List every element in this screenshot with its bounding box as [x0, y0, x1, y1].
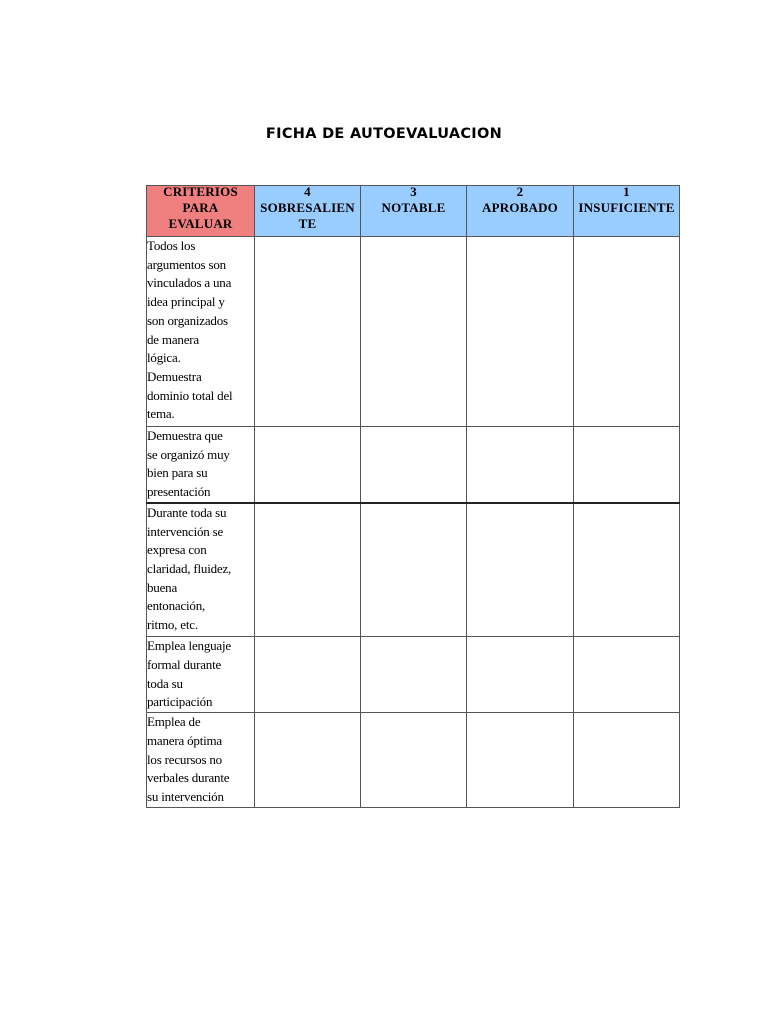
rating-cell-4[interactable] [255, 237, 361, 427]
rating-cell-1[interactable] [574, 237, 680, 427]
criterion-line: argumentos son [147, 256, 226, 272]
criterion-line: toda su [147, 675, 183, 691]
rating-cell-2[interactable] [467, 237, 574, 427]
header-level-4 [255, 186, 361, 237]
rating-cell-4[interactable] [255, 713, 361, 808]
criterion-line: entonación, [147, 598, 206, 614]
criterion-line: formal durante [147, 657, 222, 673]
header-line: PARA [182, 200, 219, 215]
criterion-line: Demuestra que [147, 428, 223, 443]
table-row [147, 503, 680, 637]
rating-cell-3[interactable] [361, 637, 467, 713]
self-evaluation-table [146, 185, 680, 808]
rating-cell-1[interactable] [574, 427, 680, 503]
criterion-line: manera óptima [147, 733, 223, 749]
header-line: TE [298, 216, 317, 231]
criterion-line: buena [147, 579, 178, 595]
criterion-cell [147, 237, 255, 427]
header-line: NOTABLE [381, 200, 446, 215]
rating-cell-4[interactable] [255, 637, 361, 713]
criterion-line: tema. [147, 406, 175, 422]
criterion-cell [147, 637, 255, 713]
criterion-line: Todos los [147, 238, 196, 253]
criterion-cell [147, 427, 255, 503]
criterion-line: ritmo, etc. [147, 617, 198, 633]
criterion-line: vinculados a una [147, 275, 232, 291]
rating-cell-1[interactable] [574, 503, 680, 637]
document-title: FICHA DE AUTOEVALUACION [265, 126, 503, 142]
criterion-cell [147, 713, 255, 808]
criterion-line: su intervención [147, 789, 224, 805]
table-row [147, 427, 680, 503]
rating-cell-4[interactable] [255, 503, 361, 637]
criterion-line: intervención se [147, 523, 224, 539]
rating-cell-2[interactable] [467, 713, 574, 808]
rating-cell-1[interactable] [574, 637, 680, 713]
header-line: 1 [623, 185, 630, 199]
criterion-line: Durante toda su [147, 504, 227, 520]
rating-cell-3[interactable] [361, 503, 467, 637]
criterion-line: lógica. [147, 350, 181, 366]
header-line: INSUFICIENTE [578, 200, 675, 215]
header-line: SOBRESALIEN [260, 200, 355, 215]
criterion-line: los recursos no [147, 751, 222, 767]
header-line: APROBADO [482, 200, 558, 215]
criterion-line: de manera [147, 331, 199, 347]
header-line: 3 [410, 185, 417, 199]
rating-cell-2[interactable] [467, 427, 574, 503]
rating-cell-4[interactable] [255, 427, 361, 503]
table-row [147, 637, 680, 713]
rating-cell-2[interactable] [467, 503, 574, 637]
criterion-line: verbales durante [147, 770, 230, 786]
rating-cell-3[interactable] [361, 713, 467, 808]
criterion-line: claridad, fluidez, [147, 560, 232, 576]
criterion-line: se organizó muy [147, 446, 230, 462]
criterion-line: bien para su [147, 465, 208, 481]
header-line: 2 [516, 185, 524, 199]
criterion-line: participación [147, 694, 213, 710]
rating-cell-2[interactable] [467, 637, 574, 713]
rating-cell-1[interactable] [574, 713, 680, 808]
header-level-3 [361, 186, 467, 237]
table-row [147, 713, 680, 808]
rating-cell-3[interactable] [361, 237, 467, 427]
header-line: CRITERIOS [163, 185, 238, 199]
header-row [147, 186, 680, 237]
criterion-line: Demuestra [147, 368, 202, 384]
criterion-line: idea principal y [147, 294, 225, 310]
header-level-1 [574, 186, 680, 237]
criterion-line: expresa con [147, 542, 207, 558]
criterion-line: son organizados [147, 312, 228, 328]
criterion-line: Emplea de [147, 714, 201, 730]
criterion-line: dominio total del [147, 387, 233, 403]
criterion-cell [147, 503, 255, 637]
table-row [147, 237, 680, 427]
header-criteria [147, 186, 255, 237]
rating-cell-3[interactable] [361, 427, 467, 503]
header-line: EVALUAR [168, 216, 233, 231]
header-level-2 [467, 186, 574, 237]
criterion-line: Emplea lenguaje [147, 638, 231, 654]
criterion-line: presentación [147, 484, 211, 500]
header-line: 4 [304, 185, 311, 199]
